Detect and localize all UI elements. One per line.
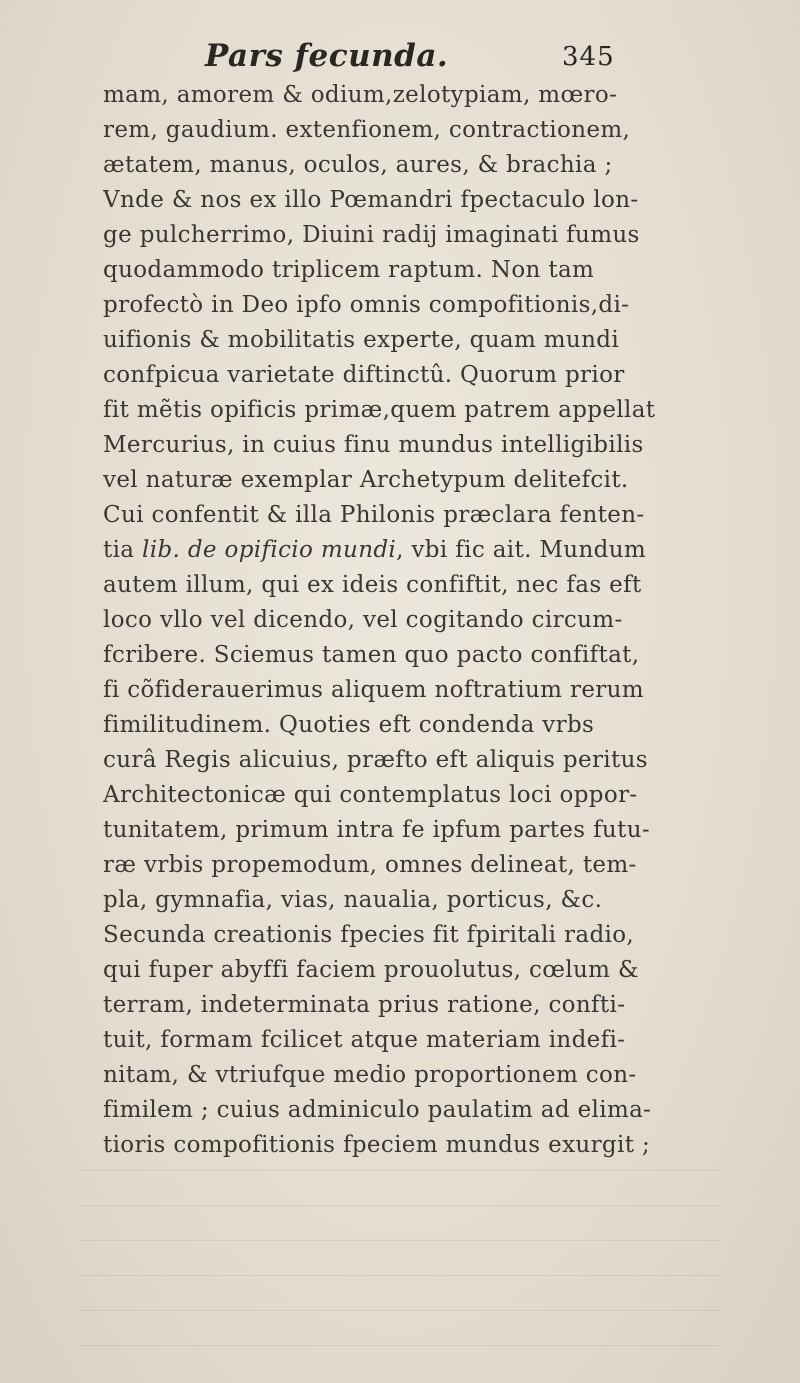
text-line: profectò in Deo ipfo omnis compofitionis,di- <box>103 292 630 318</box>
text-line: Secunda creationis fpecies fit fpiritali radio, <box>103 922 635 948</box>
text-line: fimilitudinem. Quoties eft condenda vrbs <box>103 712 595 738</box>
text-line: Architectonicæ qui contemplatus loci oppor- <box>103 782 638 808</box>
text-line: Mercurius, in cuius finu mundus intelligibilis <box>103 432 644 458</box>
show-through-texture <box>80 1150 720 1370</box>
body-text <box>103 78 723 1163</box>
text-line: mam, amorem & odium,zelotypiam, mœro- <box>103 82 618 108</box>
text-line: vel naturæ exemplar Archetypum delitefcit. <box>103 467 629 493</box>
text-line: nitam, & vtriufque medio proportionem con- <box>103 1062 637 1088</box>
text-line: quodammodo triplicem raptum. Non tam <box>103 257 595 283</box>
running-head: Pars fecunda. <box>205 38 449 74</box>
text-line: terram, indeterminata prius ratione, confti- <box>103 992 626 1018</box>
text-line: pla, gymnafia, vias, naualia, porticus, &c. <box>103 887 603 913</box>
text-line: fit mẽtis opificis primæ,quem patrem appellat <box>103 397 656 423</box>
text-line: autem illum, qui ex ideis confiftit, nec fas eft <box>103 572 642 598</box>
text-line: curâ Regis alicuius, præfto eft aliquis peritus <box>103 747 648 773</box>
text-line: fi cõfiderauerimus aliquem noftratium rerum <box>103 677 644 703</box>
text-line: rem, gaudium. extenfionem, contractionem, <box>103 117 631 143</box>
text-line: uifionis & mobilitatis experte, quam mundi <box>103 327 620 353</box>
text-line: tunitatem, primum intra fe ipfum partes futu- <box>103 817 650 843</box>
page-number: 345 <box>562 42 615 72</box>
text-line: qui fuper abyffi faciem prouolutus, cœlum & <box>103 957 639 983</box>
page-header <box>0 38 800 80</box>
text-line: fcribere. Sciemus tamen quo pacto confiftat, <box>103 642 640 668</box>
text-line: ræ vrbis propemodum, omnes delineat, tem- <box>103 852 637 878</box>
text-line: tuit, formam fcilicet atque materiam indefi- <box>103 1027 626 1053</box>
text-line: tioris compofitionis fpeciem mundus exurgit ; <box>103 1132 651 1158</box>
text-line: loco vllo vel dicendo, vel cogitando circum- <box>103 607 623 633</box>
citation-italic: lib. de opificio mundi <box>142 537 397 563</box>
text-line: confpicua varietate diftinctû. Quorum prior <box>103 362 625 388</box>
text-line: ætatem, manus, oculos, aures, & brachia ; <box>103 152 613 178</box>
text-line: ge pulcherrimo, Diuini radij imaginati fumus <box>103 222 640 248</box>
text-line: Vnde & nos ex illo Pœmandri fpectaculo lon- <box>103 187 639 213</box>
text-line: Cui confentit & illa Philonis præclara fenten- <box>103 502 645 528</box>
text-line-with-citation: tia lib. de opificio mundi, vbi fic ait. Mundum <box>103 537 647 563</box>
text-line: fimilem ; cuius adminiculo paulatim ad elima- <box>103 1097 652 1123</box>
